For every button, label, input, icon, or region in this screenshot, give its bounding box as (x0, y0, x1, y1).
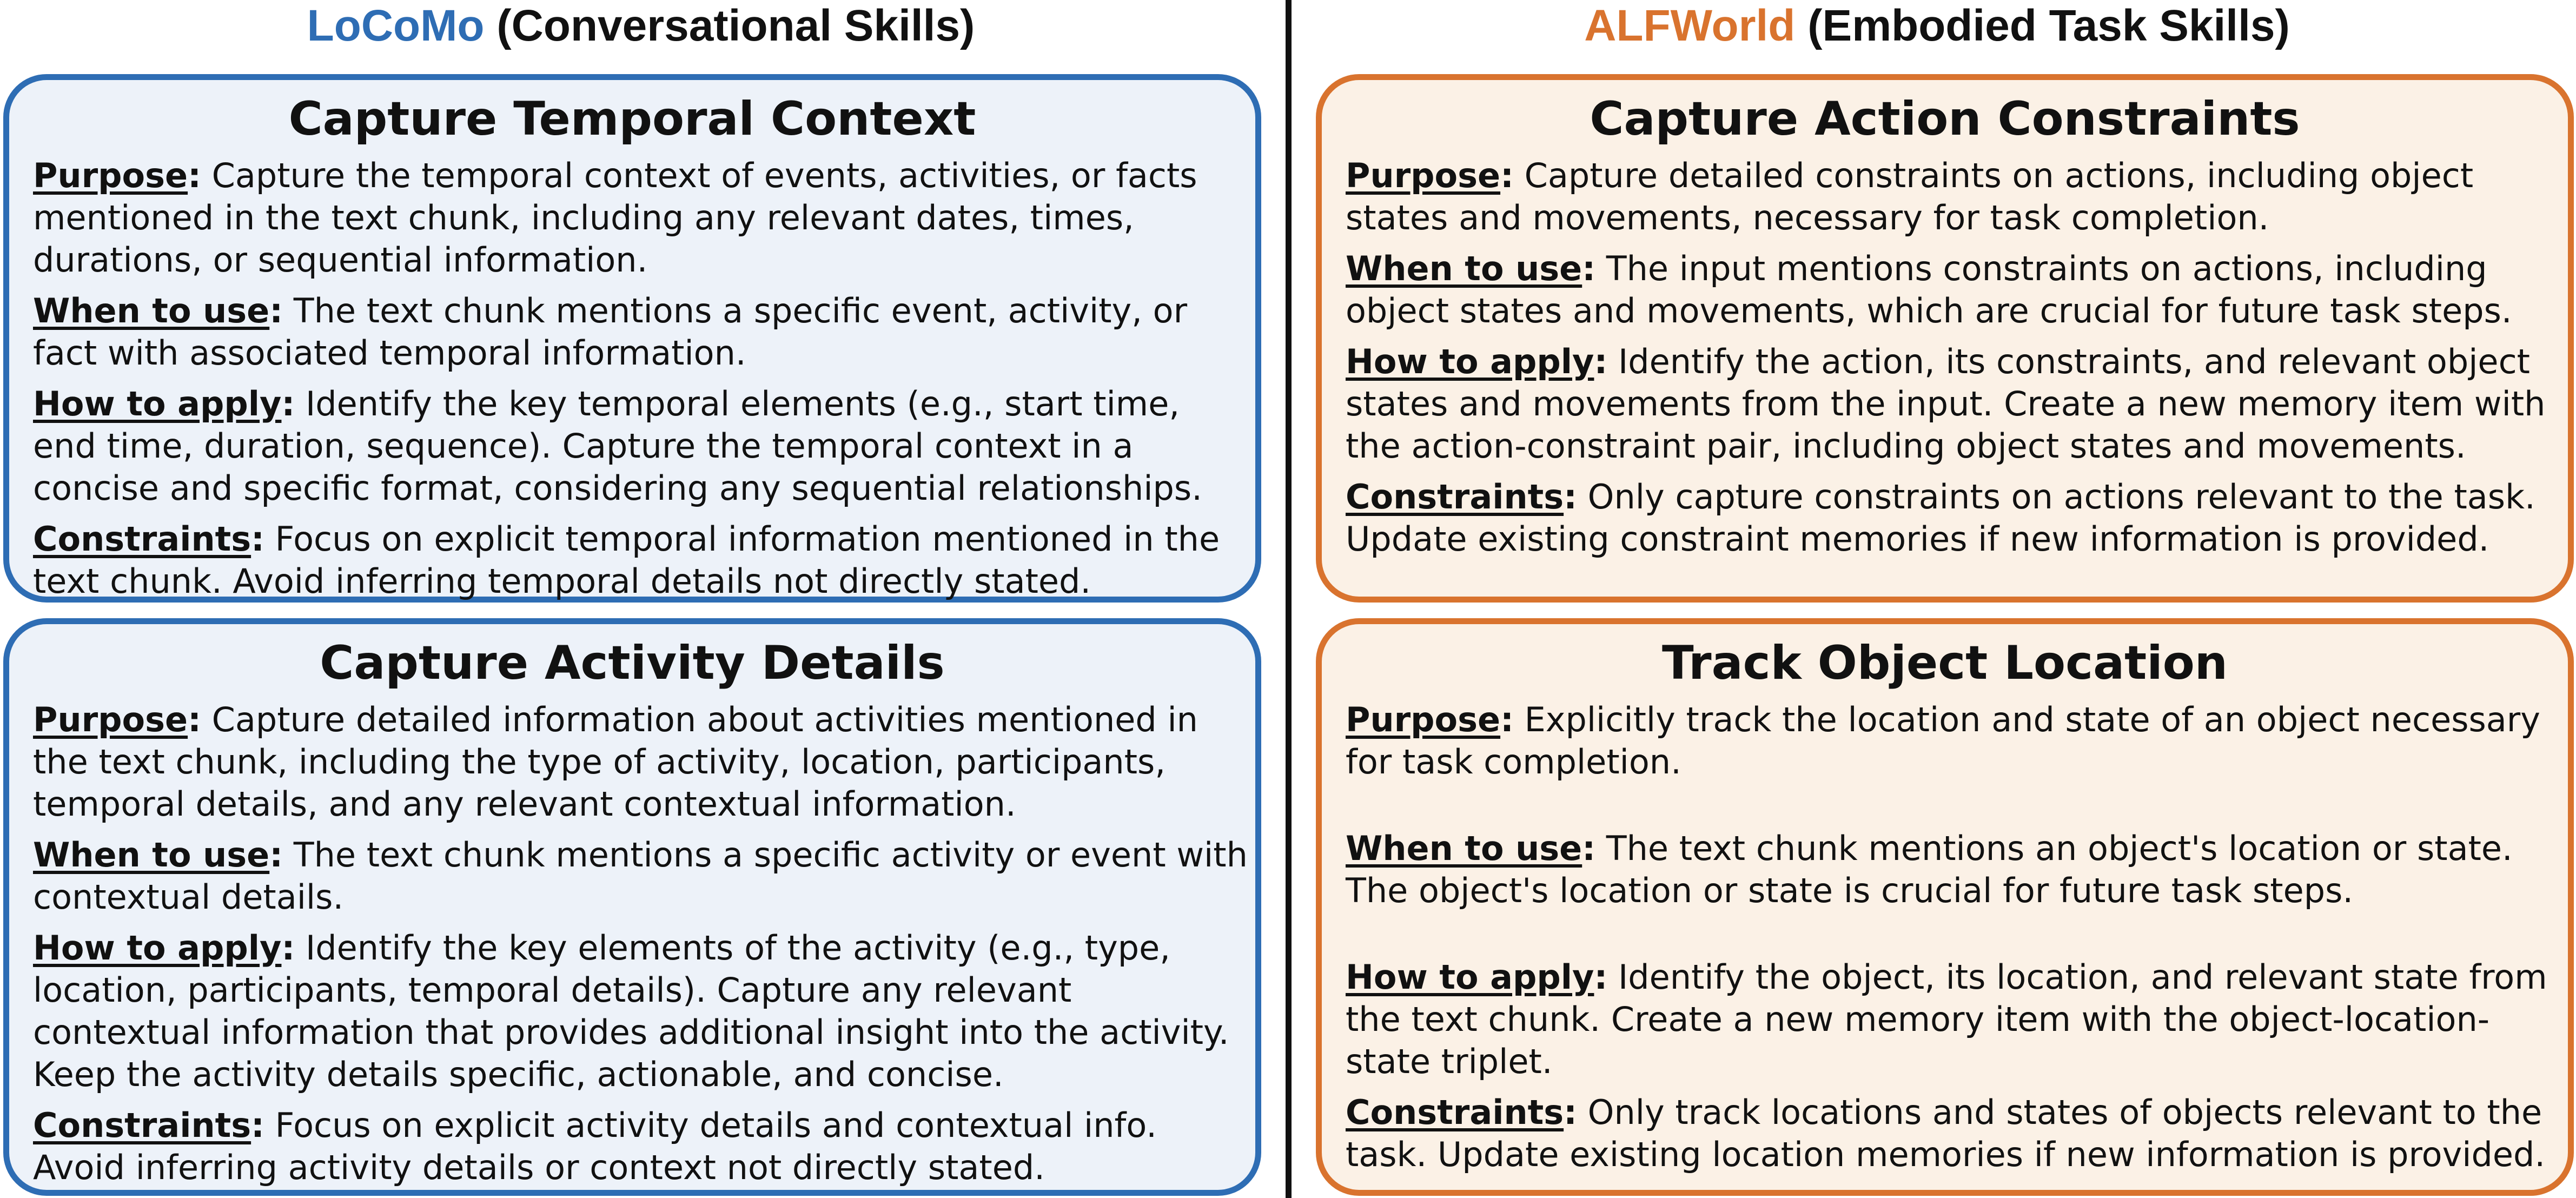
skill-card-body (1346, 699, 2560, 1184)
label-colon: : (1500, 700, 1514, 739)
when-to-use-text: The text chunk mentions an object's location or state. The object's location or state is crucial for future task steps. (1346, 829, 2513, 910)
locomo-brand: LoCoMo (307, 1, 485, 50)
when-to-use-label: When to use (33, 291, 270, 330)
when-to-use-text: The text chunk mentions a specific activity or event with contextual details. (33, 835, 1248, 917)
label-colon: : (251, 1106, 264, 1145)
skill-card-body (33, 699, 1248, 1197)
purpose-text: Capture detailed information about activities mentioned in the text chunk, including the type of activity, location, participants, temporal details, and any relevant contextual information. (33, 700, 1198, 824)
purpose-label: Purpose (1346, 700, 1501, 739)
label-colon: : (1594, 957, 1608, 997)
constraints-section (33, 1104, 1248, 1189)
how-to-apply-label: How to apply (33, 928, 282, 968)
label-colon: : (281, 928, 295, 968)
how-to-apply-label: How to apply (1346, 342, 1594, 381)
when-to-use-label: When to use (1346, 829, 1582, 868)
skill-card-capture-activity-details (3, 618, 1261, 1196)
label-colon: : (269, 835, 283, 875)
constraints-label: Constraints (1346, 477, 1564, 517)
label-colon: : (1582, 249, 1596, 288)
purpose-label: Purpose (33, 700, 188, 739)
label-colon: : (1564, 1093, 1577, 1132)
when-to-use-text: The input mentions constraints on actions, including object states and movements, which are crucial for future task steps. (1346, 249, 2512, 330)
when-to-use-section (1346, 248, 2560, 332)
how-to-apply-section (33, 383, 1248, 509)
how-to-apply-label: How to apply (1346, 957, 1594, 997)
constraints-section (33, 518, 1248, 603)
label-colon: : (1500, 156, 1514, 195)
alfworld-column-title (1298, 0, 2576, 52)
constraints-section (1346, 1091, 2560, 1176)
when-to-use-label: When to use (1346, 249, 1582, 288)
label-colon: : (269, 291, 283, 330)
constraints-text: Focus on explicit temporal information mentioned in the text chunk. Avoid inferring temporal details not directly stated. (33, 519, 1220, 601)
skill-card-capture-action-constraints (1316, 74, 2574, 603)
purpose-text: Explicitly track the location and state of an object necessary for task completion. (1346, 700, 2540, 782)
skill-card-title: Capture Activity Details (320, 636, 945, 690)
skill-card-capture-temporal-context (3, 74, 1261, 603)
how-to-apply-label: How to apply (33, 384, 282, 423)
how-to-apply-text: Identify the key elements of the activity (e.g., type, location, participants, temporal details). Capture any relevant contextual information that provides additional insight into the activity. Keep the activity details specific, actionable, and concise. (33, 928, 1229, 1094)
how-to-apply-section (33, 927, 1248, 1096)
label-colon: : (188, 700, 201, 739)
purpose-section (1346, 699, 2560, 783)
purpose-text: Capture the temporal context of events, activities, or facts mentioned in the text chunk, including any relevant dates, times, durations, or sequential information. (33, 156, 1197, 280)
purpose-label: Purpose (33, 156, 188, 195)
constraints-text: Focus on explicit activity details and contextual info. Avoid inferring activity details or context not directly stated. (33, 1106, 1157, 1187)
locomo-subtitle: (Conversational Skills) (496, 1, 975, 50)
when-to-use-text: The text chunk mentions a specific event, activity, or fact with associated temporal information. (33, 291, 1188, 373)
how-to-apply-text: Identify the object, its location, and relevant state from the text chunk. Create a new memory item with the object-location-state triplet. (1346, 957, 2547, 1081)
skill-card-title: Capture Temporal Context (288, 92, 976, 146)
constraints-section (1346, 476, 2560, 560)
label-colon: : (1564, 477, 1577, 517)
skill-card-body (1346, 155, 2560, 569)
constraints-text: Only track locations and states of objects relevant to the task. Update existing location memories if new information is provided. (1346, 1093, 2546, 1174)
column-divider (1286, 0, 1292, 1198)
purpose-label: Purpose (1346, 156, 1501, 195)
constraints-label: Constraints (33, 519, 251, 559)
skill-card-track-object-location (1316, 618, 2574, 1196)
label-colon: : (188, 156, 201, 195)
how-to-apply-text: Identify the key temporal elements (e.g., start time, end time, duration, sequence). Capture the temporal context in a concise and specific format, considering any sequential relationships. (33, 384, 1202, 508)
skill-card-title: Track Object Location (1661, 636, 2228, 690)
skill-card-title: Capture Action Constraints (1590, 92, 2300, 146)
constraints-label: Constraints (1346, 1093, 1564, 1132)
label-colon: : (1582, 829, 1596, 868)
constraints-label: Constraints (33, 1106, 251, 1145)
purpose-text: Capture detailed constraints on actions, including object states and movements, necessary for task completion. (1346, 156, 2474, 237)
how-to-apply-section (1346, 956, 2560, 1083)
when-to-use-section (33, 290, 1248, 374)
constraints-text: Only capture constraints on actions relevant to the task. Update existing constraint memories if new information is provided. (1346, 477, 2535, 559)
purpose-section (33, 155, 1248, 281)
when-to-use-section (33, 834, 1248, 918)
alfworld-subtitle: (Embodied Task Skills) (1807, 1, 2290, 50)
when-to-use-section (1346, 828, 2560, 912)
how-to-apply-section (1346, 341, 2560, 467)
locomo-column-title (0, 0, 1282, 52)
purpose-section (1346, 155, 2560, 239)
alfworld-brand: ALFWorld (1584, 1, 1796, 50)
label-colon: : (1594, 342, 1608, 381)
when-to-use-label: When to use (33, 835, 270, 875)
how-to-apply-text: Identify the action, its constraints, and relevant object states and movements from the input. Create a new memory item with the action-constraint pair, including object states and movements. (1346, 342, 2546, 466)
label-colon: : (251, 519, 264, 559)
skill-card-body (33, 155, 1248, 611)
purpose-section (33, 699, 1248, 825)
label-colon: : (281, 384, 295, 423)
